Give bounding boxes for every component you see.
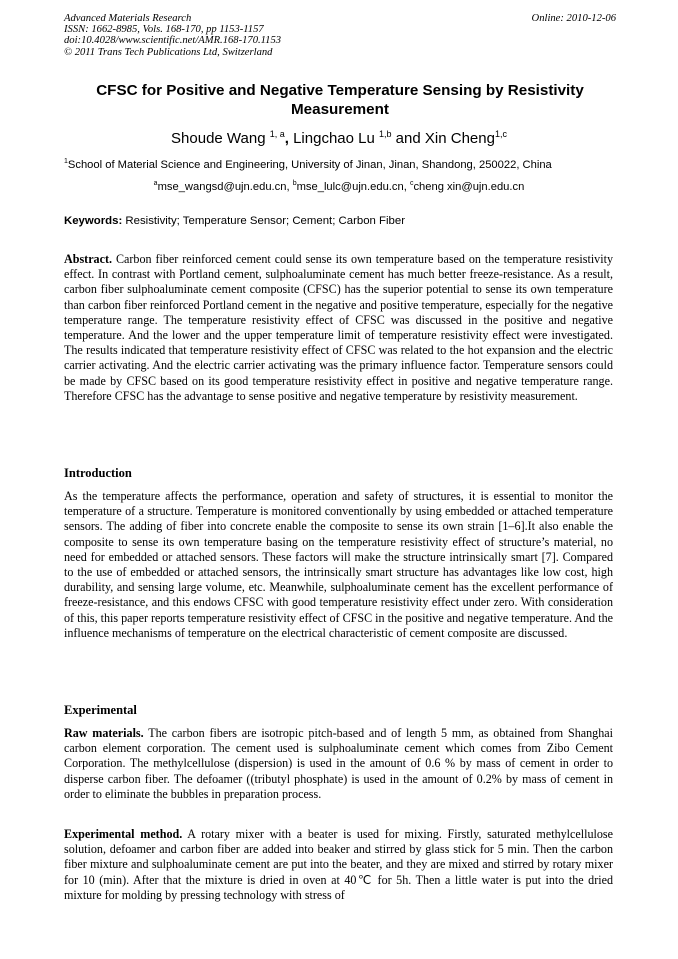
author-name: Lingchao Lu: [293, 130, 375, 147]
section-heading-experimental: Experimental: [64, 703, 137, 717]
abstract: [64, 252, 613, 404]
email-superscript: c: [409, 180, 414, 187]
keywords-label: Keywords:: [64, 215, 123, 227]
email-address: cheng xin@ujn.edu.cn: [413, 181, 525, 193]
affiliation: [64, 158, 616, 172]
author-name: Xin Cheng: [424, 130, 495, 147]
raw-materials-text: The carbon fibers are isotropic pitch-based and of length 5 mm, as obtained from Shanghai carbon element corporation. The cement used is sulphoaluminate cement which comes from Zibo Cement Corporation. The methylcellulose (dispersion) is used in the amount of 0.6 % by mass of cement in order to disperse carbon fiber. The defoamer ((tributyl phosphate) is used in the amount of 0.2% by mass of cement in order to eliminate the bubbles in preparation process.: [64, 726, 613, 801]
abstract-text: Carbon fiber reinforced cement could sense its own temperature based on the temperature resistivity effect. In contrast with Portland cement, sulphoaluminate cement has much better freeze-resistance. As a result, carbon fiber sulphoaluminate cement composite (CFSC) has the superior potential to sense its own temperature than carbon fiber reinforced Portland cement in the negative and positive temperature, especially for the negative temperature range. The temperature resistivity effect of CFSC was discussed in the positive and negative temperature. And the lower and the upper temperature limit of temperature resistivity effect were investigated. The results indicated that temperature resistivity effect of CFSC was related to the hot expansion and the electric carrier activating. And the electric carrier activating was the primary influence factor. Temperature sensors could be made by CFSC based on its good temperature resistivity effect in positive and negative temperature range. Therefore CFSC has the advantage to sense positive and negative temperature by resistivity measurement.: [64, 252, 613, 403]
experimental-method-label: Experimental method.: [64, 827, 183, 841]
author-separator: and: [391, 130, 425, 147]
email-superscript: b: [292, 180, 297, 187]
author-list: [0, 130, 678, 148]
affiliation-superscript: 1: [64, 158, 68, 165]
section-heading-introduction: Introduction: [64, 466, 132, 480]
online-date: Online: 2010-12-06: [531, 13, 616, 24]
author-separator: ,: [284, 130, 294, 147]
paper-title: CFSC for Positive and Negative Temperature Sensing by Resistivity Measurement: [96, 82, 584, 118]
introduction-paragraph: As the temperature affects the performance, operation and safety of structures, it is essential to monitor the temperature of a structure. Temperature is monitored conventionally by using embedded or attached temperature sensors. The adding of fiber into concrete enable the composite to sense its own strain [1–6].It also enable the composite to sense its own temperature basing on the temperature resistivity effect of structure’s material, no need for embedded or attached sensors. These factors will make the structure intrinsically smart [7]. Compared to the use of embedded or attached sensors, the intrinsically smart structure has advantages like low cost, high durability, and sensing large volume, etc. Meanwhile, sulphoaluminate cement has the excellent performance of freeze-resistance, and this endows CFSC with good temperature resistivity effect under zero. With consideration of this, this paper reports temperature resistivity effect of CFSC in the positive and negative temperature. And the influence mechanisms of temperature on the electrical characteristic of cement composite are discussed.: [64, 489, 613, 640]
experimental-method-text: A rotary mixer with a beater is used for mixing. Firstly, saturated methylcellulose solution, defoamer and carbon fiber are added into beaker and stirred by glass stick for 5 min. Then the carbon fiber mixture and sulphoaluminate cement are put into the beater, and they are mixed and stirred by rotary mixer for 10 (min). After that the mixture is dried in oven at 40℃ for 5h. Then a little water is put into the dried mixture for molding by pressing technology with stress of: [64, 827, 614, 902]
raw-materials-paragraph: [64, 726, 613, 802]
author-name: Shoude Wang: [171, 130, 266, 147]
experimental-method-paragraph: [64, 827, 613, 903]
journal-name: Advanced Materials Research: [64, 13, 192, 24]
author-superscript: 1,b: [379, 129, 392, 139]
email-address: mse_wangsd@ujn.edu.cn,: [157, 181, 293, 193]
author-superscript: 1,c: [494, 129, 507, 139]
copyright-line: © 2011 Trans Tech Publications Ltd, Switzerland: [64, 46, 273, 58]
email-superscript: a: [153, 180, 158, 187]
keywords-text: Resistivity; Temperature Sensor; Cement; Carbon Fiber: [125, 215, 406, 227]
email-list: [0, 180, 678, 194]
affiliation-text: School of Material Science and Engineering, University of Jinan, Jinan, Shandong, 250022, China: [67, 159, 552, 171]
email-address: mse_lulc@ujn.edu.cn,: [296, 181, 410, 193]
keywords: [64, 214, 616, 228]
author-superscript: 1, a: [269, 129, 285, 139]
raw-materials-label: Raw materials.: [64, 726, 144, 740]
issn-line: ISSN: 1662-8985, Vols. 168-170, pp 1153-1157: [64, 24, 264, 36]
running-header: [64, 13, 616, 58]
abstract-label: Abstract.: [64, 252, 113, 266]
doi-line: doi:10.4028/www.scientific.net/AMR.168-170.1153: [64, 35, 282, 47]
